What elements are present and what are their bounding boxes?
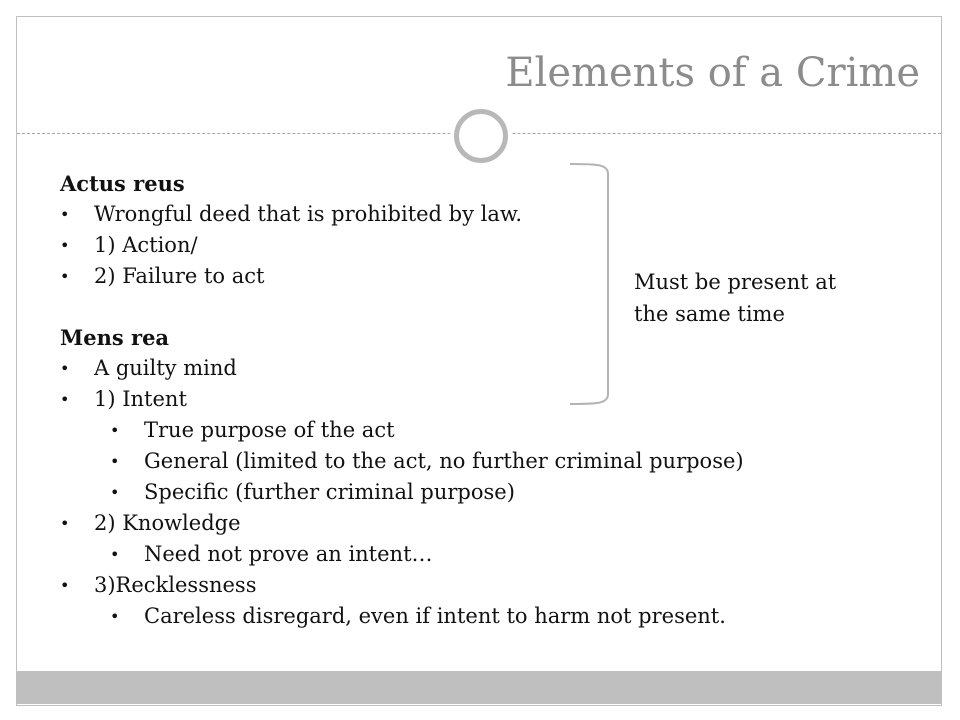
bullet-item: • Wrongful deed that is prohibited by law. bbox=[60, 199, 920, 230]
bullet-item: • 2) Knowledge bbox=[60, 508, 920, 539]
bullet-item: • 1) Intent bbox=[60, 384, 920, 415]
mens-rea-heading: Mens rea bbox=[60, 325, 170, 350]
sub-bullet-item: • Need not prove an intent… bbox=[60, 539, 920, 570]
bullet-item: • 1) Action/ bbox=[60, 230, 920, 261]
sub-bullet-item: • Careless disregard, even if intent to harm not present. bbox=[60, 601, 920, 632]
bullet-item: • A guilty mind bbox=[60, 353, 920, 384]
slide-title: Elements of a Crime bbox=[505, 50, 920, 96]
sub-bullet-item: • Specific (further criminal purpose) bbox=[60, 477, 920, 508]
sub-bullet-item: • True purpose of the act bbox=[60, 415, 920, 446]
footer-bar bbox=[16, 671, 942, 704]
bullet-item: • 2) Failure to act bbox=[60, 261, 920, 292]
actus-reus-heading: Actus reus bbox=[60, 171, 185, 196]
bracket-note bbox=[634, 266, 836, 330]
right-bracket-icon bbox=[568, 162, 610, 406]
slide-body bbox=[60, 168, 920, 632]
bullet-item: • 3)Recklessness bbox=[60, 570, 920, 601]
sub-bullet-item: • General (limited to the act, no further criminal purpose) bbox=[60, 446, 920, 477]
circle-ornament-icon bbox=[454, 109, 508, 163]
bracket-note-line2: the same time bbox=[634, 302, 785, 326]
bracket-note-line1: Must be present at bbox=[634, 270, 837, 294]
